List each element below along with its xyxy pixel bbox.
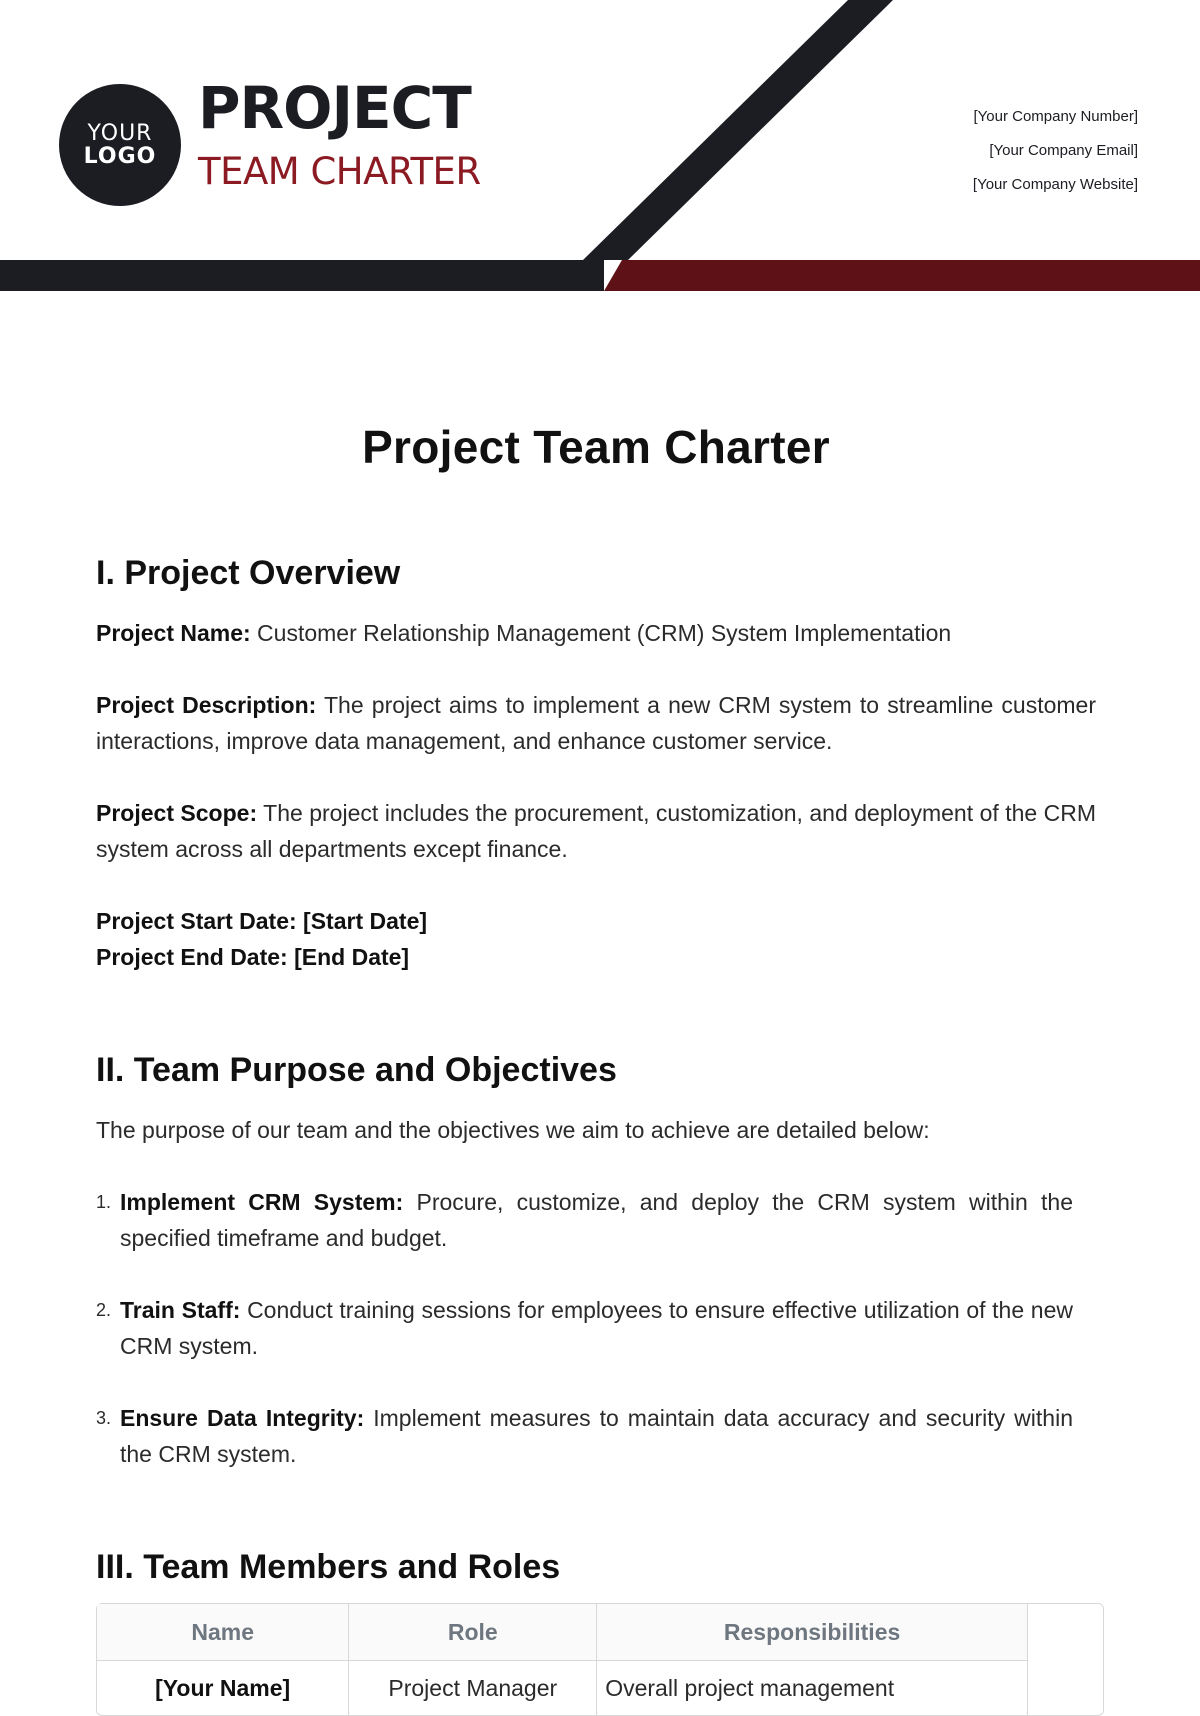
- company-email: [Your Company Email]: [989, 142, 1138, 159]
- list-number: 1.: [96, 1192, 112, 1212]
- project-start-date: Project Start Date: [Start Date]: [96, 908, 428, 934]
- project-end-date: Project End Date: [End Date]: [96, 944, 410, 970]
- column-header-name: Name: [97, 1604, 349, 1661]
- column-header-role: Role: [349, 1604, 597, 1661]
- project-scope-label: Project Scope:: [96, 800, 258, 826]
- project-dates: [96, 903, 1096, 975]
- header-band-red: [604, 260, 1200, 291]
- list-number: 2.: [96, 1300, 112, 1320]
- table-header-row: [97, 1604, 1028, 1661]
- section-heading-members: III. Team Members and Roles: [96, 1548, 561, 1586]
- company-number: [Your Company Number]: [973, 108, 1138, 125]
- list-number: 3.: [96, 1408, 112, 1428]
- list-item: [96, 1400, 1073, 1472]
- objective-text: Procure, customize, and deploy the CRM system within the specified timeframe and budget.: [120, 1189, 1073, 1251]
- company-website: [Your Company Website]: [972, 176, 1138, 193]
- logo-line-2: LOGO: [83, 144, 157, 169]
- objective-label: Train Staff:: [120, 1297, 241, 1323]
- member-responsibilities: Overall project management: [597, 1661, 1028, 1716]
- project-name-label: Project Name:: [96, 620, 251, 646]
- project-description: [96, 687, 1096, 759]
- document-header: [0, 0, 1200, 300]
- project-name-value: Customer Relationship Management (CRM) System Implementation: [250, 620, 952, 646]
- project-scope: [96, 795, 1096, 867]
- table-row: [97, 1661, 1028, 1716]
- team-members-table: [96, 1603, 1104, 1716]
- section-heading-overview: I. Project Overview: [96, 554, 401, 592]
- objectives-list: [96, 1184, 1073, 1472]
- project-description-value: The project aims to implement a new CRM system to streamline customer interactions, improve data management, and enhance customer service.: [96, 692, 1096, 754]
- brand-subtitle: TEAM CHARTER: [198, 150, 481, 193]
- list-item: [96, 1292, 1073, 1364]
- list-item: [96, 1184, 1073, 1256]
- objective-label: Ensure Data Integrity:: [120, 1405, 365, 1431]
- diagonal-stripe: [583, 0, 893, 260]
- column-header-responsibilities: Responsibilities: [597, 1604, 1028, 1661]
- project-scope-value: The project includes the procurement, customization, and deployment of the CRM system across all departments except finance.: [96, 800, 1096, 862]
- objective-text: Conduct training sessions for employees to ensure effective utilization of the new CRM system.: [120, 1297, 1073, 1359]
- section-heading-purpose: II. Team Purpose and Objectives: [96, 1051, 617, 1089]
- brand-title: PROJECT: [198, 74, 471, 142]
- document-body: [96, 400, 1096, 1716]
- project-description-label: Project Description:: [96, 692, 317, 718]
- document-title: Project Team Charter: [362, 421, 830, 473]
- objective-label: Implement CRM System:: [120, 1189, 404, 1215]
- company-logo: [59, 84, 181, 206]
- member-name: [Your Name]: [97, 1661, 349, 1716]
- project-name: [96, 615, 1096, 651]
- purpose-intro: The purpose of our team and the objectives we aim to achieve are detailed below:: [96, 1117, 930, 1143]
- logo-line-1: YOUR: [87, 120, 153, 146]
- member-role: Project Manager: [349, 1661, 597, 1716]
- header-band-dark: [0, 260, 604, 291]
- company-contact: [973, 100, 1138, 202]
- objective-text: Implement measures to maintain data accuracy and security within the CRM system.: [120, 1405, 1073, 1467]
